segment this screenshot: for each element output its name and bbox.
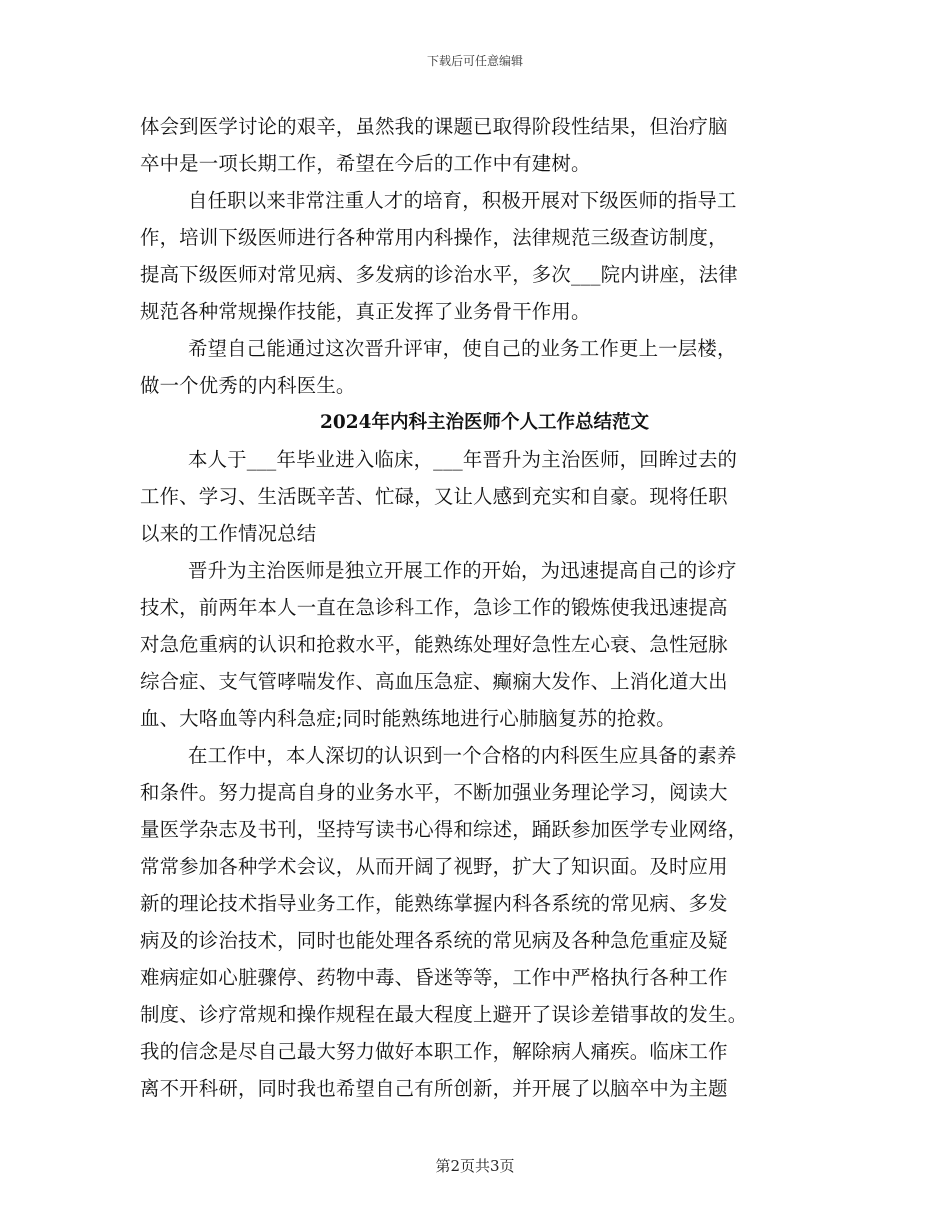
text-line: 工作、学习、生活既辛苦、忙碌，又让人感到充实和自豪。现将任职 [140, 485, 728, 508]
text-line: 我的信念是尽自己最大努力做好本职工作，解除病人痛疾。临床工作 [140, 1040, 728, 1063]
text-line: 量医学杂志及书刊，坚持写读书心得和综述，踊跃参加医学专业网络， [140, 818, 748, 841]
paragraph-start-line: 希望自己能通过这次晋升评审，使自己的业务工作更上一层楼， [188, 337, 737, 360]
text-line: 病及的诊治技术，同时也能处理各系统的常见病及各种急危重症及疑 [140, 929, 728, 952]
text-line: 做一个优秀的内科医生。 [140, 374, 356, 397]
paragraph-start-line: 晋升为主治医师是独立开展工作的开始，为迅速提高自己的诊疗 [188, 559, 737, 582]
text-line: 对急危重病的认识和抢救水平，能熟练处理好急性左心衰、急性冠脉 [140, 633, 728, 656]
text-line: 作，培训下级医师进行各种常用内科操作，法律规范三级查访制度， [140, 226, 728, 249]
text-line: 以来的工作情况总结 [140, 522, 317, 545]
text-line: 规范各种常规操作技能，真正发挥了业务骨干作用。 [140, 300, 591, 323]
text-line: 常常参加各种学术会议，从而开阔了视野，扩大了知识面。及时应用 [140, 855, 728, 878]
text-line: 技术，前两年本人一直在急诊科工作，急诊工作的锻炼使我迅速提高 [140, 596, 728, 619]
page-header: 下载后可任意编辑 [426, 54, 523, 68]
paragraph-start-line: 本人于___年毕业进入临床，___年晋升为主治医师，回眸过去的 [188, 448, 738, 471]
text-line: 新的理论技术指导业务工作，能熟练掌握内科各系统的常见病、多发 [140, 892, 728, 915]
text-line: 制度、诊疗常规和操作规程在最大程度上避开了误诊差错事故的发生。 [140, 1003, 748, 1026]
text-line: 和条件。努力提高自身的业务水平，不断加强业务理论学习，阅读大 [140, 781, 728, 804]
text-line: 血、大咯血等内科急症;同时能熟练地进行心肺脑复苏的抢救。 [140, 707, 676, 730]
text-line: 难病症如心脏骤停、药物中毒、昏迷等等，工作中严格执行各种工作 [140, 966, 728, 989]
page-footer: 第2页共3页 [435, 1157, 515, 1175]
section-title: 2024年内科主治医师个人工作总结范文 [320, 412, 649, 433]
document-body [140, 108, 805, 1107]
paragraph-start-line: 自任职以来非常注重人才的培育，积极开展对下级医师的指导工 [188, 189, 737, 212]
text-line: 卒中是一项长期工作，希望在今后的工作中有建树。 [140, 152, 591, 175]
text-line: 提高下级医师对常见病、多发病的诊治水平，多次___院内讲座，法律 [140, 263, 738, 286]
text-line: 体会到医学讨论的艰辛，虽然我的课题已取得阶段性结果，但治疗脑 [140, 115, 728, 138]
paragraph-start-line: 在工作中，本人深切的认识到一个合格的内科医生应具备的素养 [188, 744, 737, 767]
text-line: 综合症、支气管哮喘发作、高血压急症、癫痫大发作、上消化道大出 [140, 670, 728, 693]
text-line: 离不开科研，同时我也希望自己有所创新，并开展了以脑卒中为主题 [140, 1077, 728, 1100]
